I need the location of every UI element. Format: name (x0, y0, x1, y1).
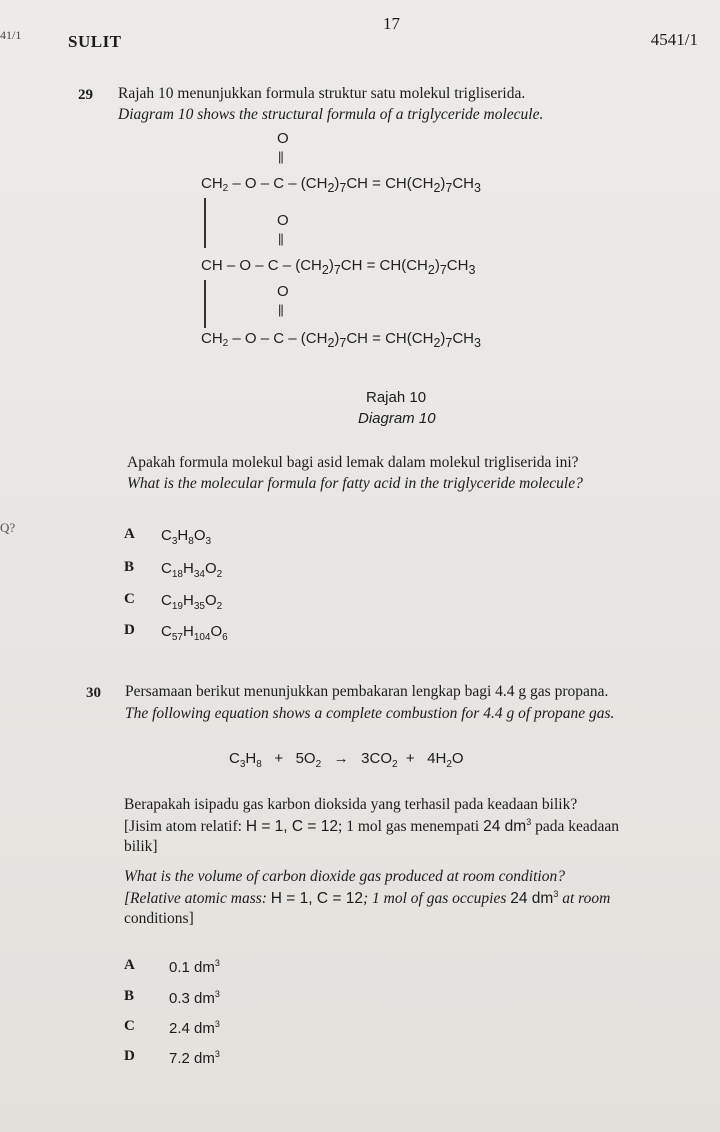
question-30-prompt-ms: Berapakah isipadu gas karbon dioksida yang terhasil pada keadaan bilik? (124, 796, 578, 813)
question-29-text-en: Diagram 10 shows the structural formula of a triglyceride molecule. (118, 106, 544, 123)
glycerol-backbone-bond-1 (204, 198, 206, 248)
q29-option-d-label[interactable]: D (124, 622, 135, 638)
double-bond-1: || (278, 149, 283, 164)
diagram-caption-ms: Rajah 10 (366, 389, 427, 406)
paper-code: 4541/1 (650, 30, 698, 49)
q30-option-a-label[interactable]: A (124, 957, 135, 973)
ester-row-3 (201, 330, 481, 350)
q29-option-b-label[interactable]: B (124, 559, 135, 575)
q30-option-b[interactable]: 0.3 $dm^3$ (169, 989, 220, 1007)
carbon-group-2: CH (201, 257, 223, 274)
combustion-equation: $C_3H_8 + 5O_2 \to 3CO_2 + 4H_2O$ (229, 750, 464, 770)
diagram-caption-en: Diagram 10 (358, 410, 436, 427)
q30-option-a[interactable]: 0.1 $dm^3$ (169, 958, 220, 976)
double-bond-2: || (278, 231, 283, 246)
question-30-data-ms-2: bilik] (124, 838, 158, 855)
carbon-group-1-sub: 2 (222, 183, 229, 194)
page-edge-mark: 41/1 (0, 28, 22, 42)
carbonyl-oxygen-2: O (277, 212, 289, 229)
ester-row-1 (201, 175, 481, 195)
question-29-number: 29 (78, 87, 93, 103)
q30-option-d-label[interactable]: D (124, 1048, 135, 1064)
classification-label: SULIT (68, 32, 122, 51)
carbonyl-oxygen-1: O (277, 130, 289, 147)
carbon-group-3-sub: 2 (222, 338, 229, 349)
page-number: 17 (383, 14, 400, 33)
glycerol-backbone-bond-2 (204, 280, 206, 328)
question-30-number: 30 (86, 685, 101, 701)
q30-option-c-label[interactable]: C (124, 1018, 135, 1034)
ester-chain-3: – $O - C - (CH_2)_7CH = CH(CH_2)_7CH_3$ (232, 330, 481, 350)
carbonyl-oxygen-3: O (277, 283, 289, 300)
question-30-data-ms-1: [Jisim atom relatif: H = 1, C = 12; 1 mol gas menempati 24 $dm^3$ pada keadaan (124, 817, 619, 836)
q30-option-c[interactable]: 2.4 $dm^3$ (169, 1019, 220, 1037)
q29-option-d[interactable]: $C_{57}H_{104}O_6$ (161, 623, 228, 643)
question-29-prompt-ms: Apakah formula molekul bagi asid lemak dalam molekul trigliserida ini? (127, 454, 579, 471)
double-bond-3: || (278, 302, 283, 317)
q29-option-a[interactable]: $C_3H_8O_3$ (161, 527, 212, 547)
question-30-text-ms: Persamaan berikut menunjukkan pembakaran lengkap bagi 4.4 g gas propana. (125, 683, 609, 700)
q29-option-c[interactable]: $C_{19}H_{35}O_2$ (161, 592, 223, 612)
carbon-group-3: CH (201, 330, 223, 347)
question-30-text-en: The following equation shows a complete combustion for 4.4 g of propane gas. (125, 705, 615, 722)
q29-option-a-label[interactable]: A (124, 526, 135, 542)
margin-mark: Q? (0, 520, 16, 535)
q29-option-c-label[interactable]: C (124, 591, 135, 607)
ester-row-2 (201, 257, 475, 277)
ester-chain-1: – $O - C - (CH_2)_7CH = CH(CH_2)_7CH_3$ (232, 175, 481, 195)
carbon-group-1: CH (201, 175, 223, 192)
q30-option-b-label[interactable]: B (124, 988, 135, 1004)
question-29-text-ms: Rajah 10 menunjukkan formula struktur satu molekul trigliserida. (118, 85, 526, 102)
q30-option-d[interactable]: 7.2 $dm^3$ (169, 1049, 220, 1067)
q29-option-b[interactable]: $C_{18}H_{34}O_2$ (161, 560, 223, 580)
question-30-data-en-2: conditions] (124, 910, 194, 927)
question-30-data-en-1: [Relative atomic mass: H = 1, C = 12; 1 mol of gas occupies 24 $dm^3$ at room (124, 889, 611, 908)
ester-chain-2: – $O - C - (CH_2)_7CH = CH(CH_2)_7CH_3$ (226, 257, 476, 277)
question-30-prompt-en: What is the volume of carbon dioxide gas produced at room condition? (124, 868, 565, 885)
question-29-prompt-en: What is the molecular formula for fatty acid in the triglyceride molecule? (127, 475, 583, 492)
